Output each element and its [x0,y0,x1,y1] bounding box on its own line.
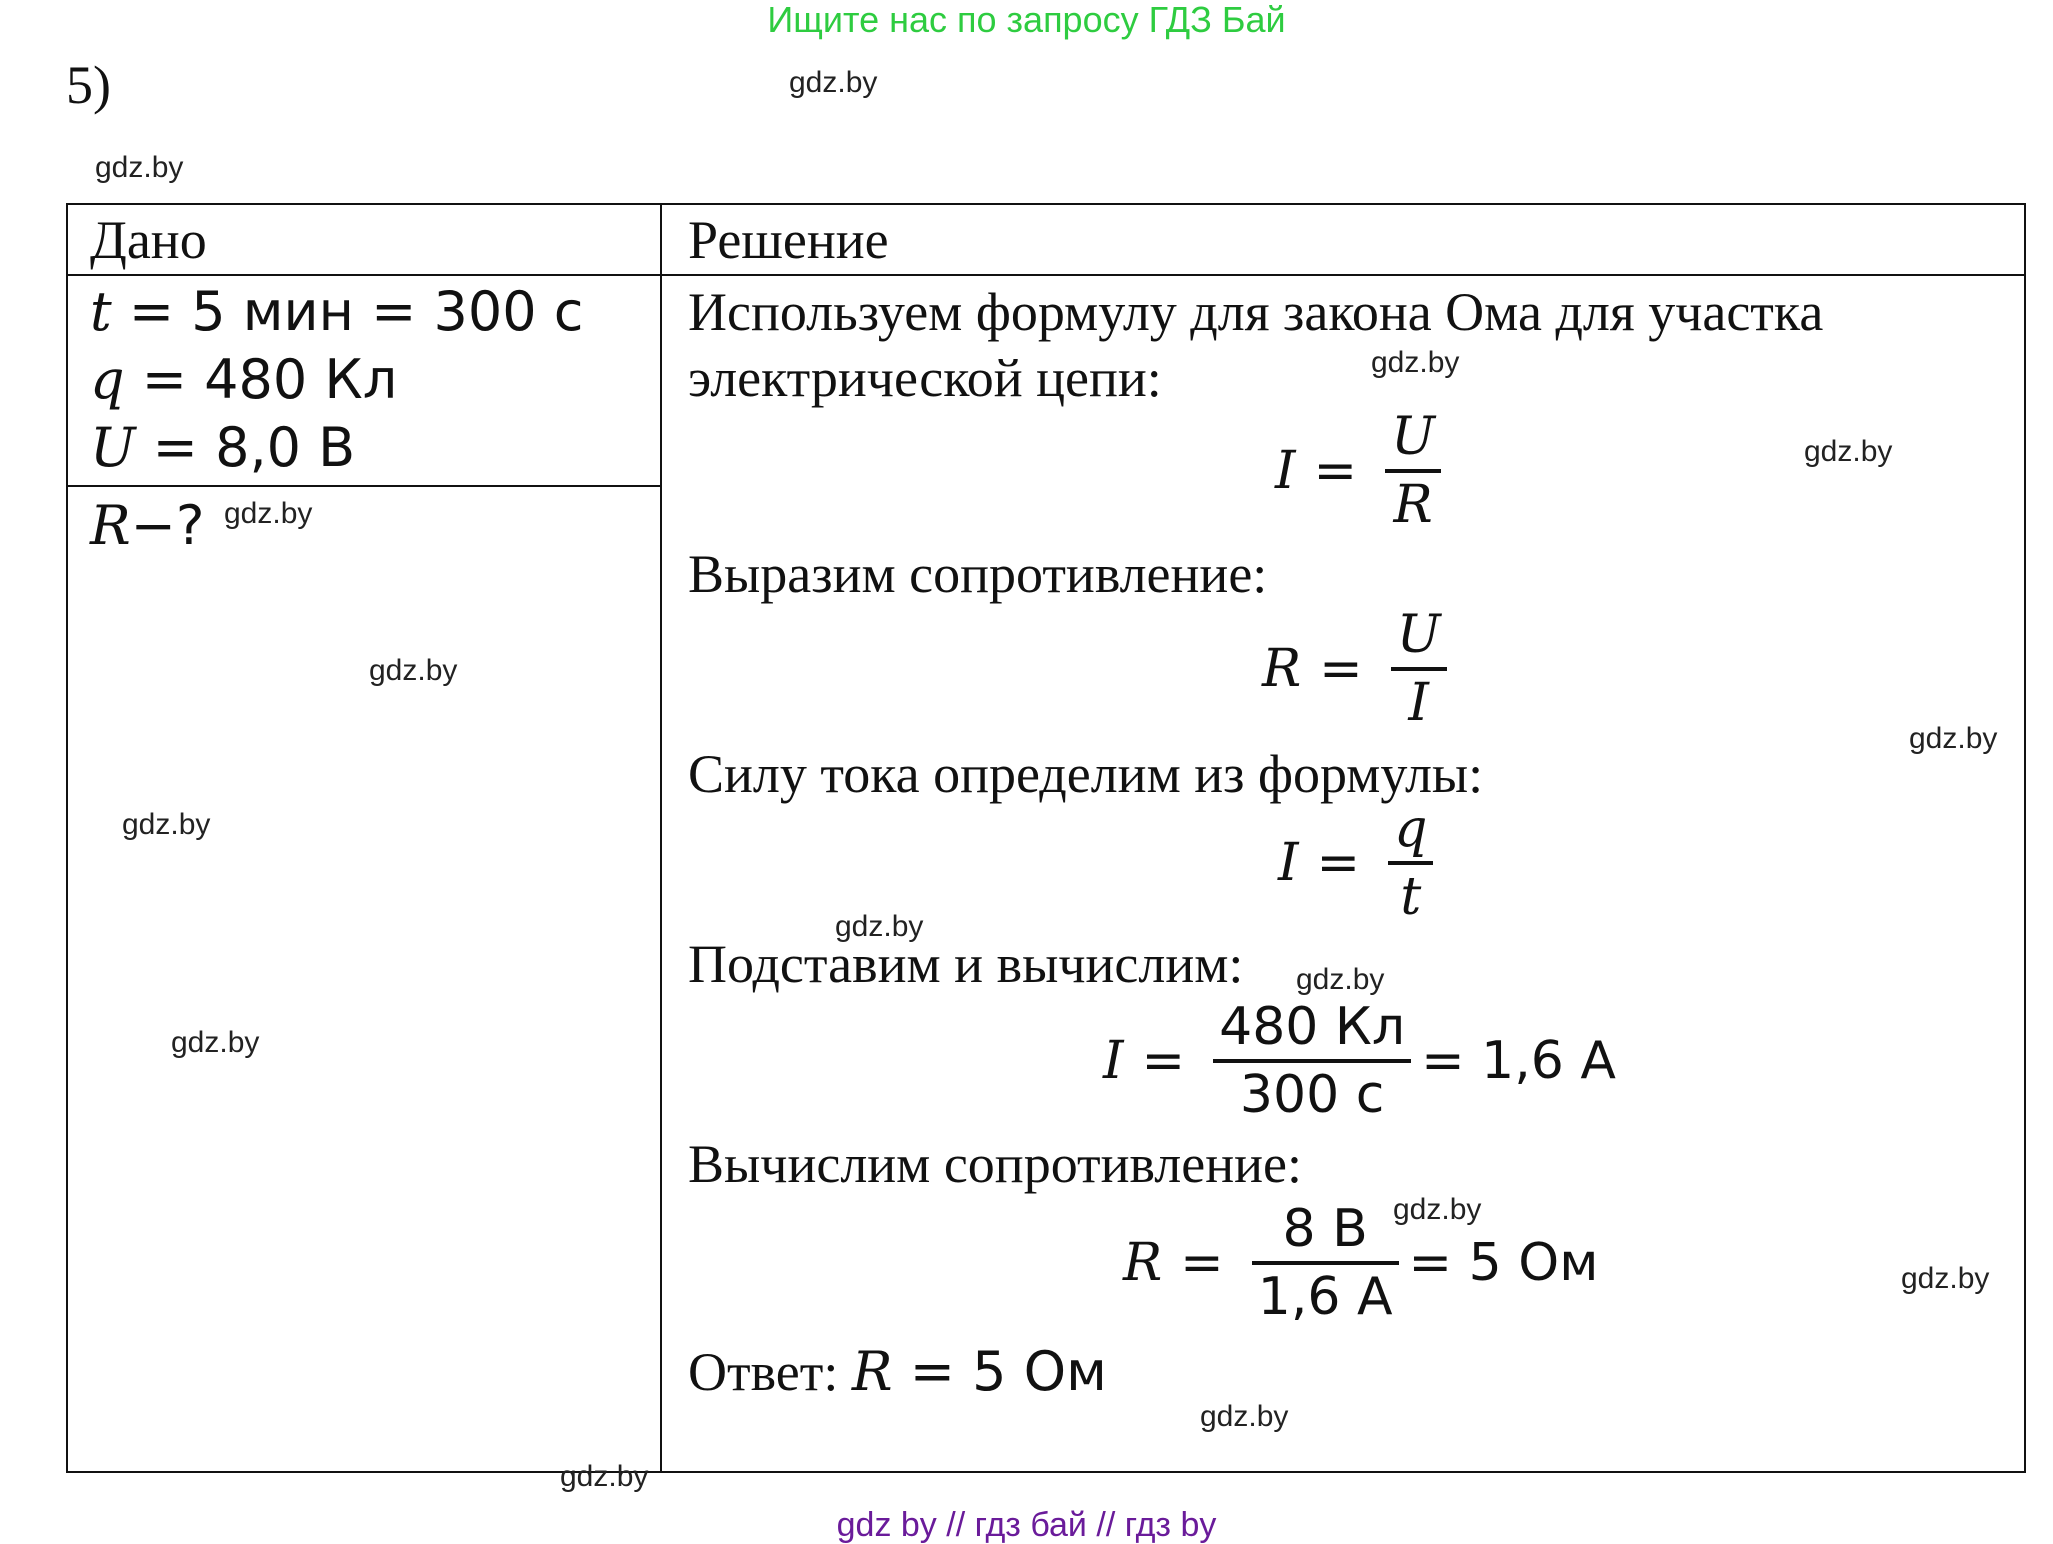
formula-eq: = [1313,441,1358,501]
numerator: 480 Кл [1219,997,1406,1057]
formula-var: R [1262,639,1302,699]
given-u [90,415,355,481]
answer-value: = 5 Ом [892,1340,1107,1403]
formula-current [1278,797,1443,929]
find-var: R [90,494,131,557]
solution-line-6: Вычислим сопротивление: [688,1134,1302,1194]
column-divider [660,205,662,1471]
formula-var: I [1103,1031,1124,1091]
denominator: 1,6 А [1257,1267,1393,1327]
watermark: gdz.by [95,151,184,184]
watermark: gdz.by [1393,1193,1482,1226]
watermark: gdz.by [1909,722,1998,755]
solution-line-5: Подставим и вычислим: [688,934,1244,994]
search-banner: Ищите нас по запросу ГДЗ Бай [767,0,1286,40]
watermark: gdz.by [369,654,458,687]
numerator-var: q [1394,799,1428,859]
given-value: = 5 мин = 300 с [111,280,584,343]
watermark: gdz.by [789,66,878,99]
watermark: gdz.by [560,1460,649,1493]
solution-line-1: Используем формулу для закона Ома для участка [688,282,1824,342]
formula-result: = 1,6 А [1421,1031,1616,1091]
given-q [90,347,397,413]
denominator [1387,473,1438,537]
denominator-var: t [1400,867,1422,927]
given-t [90,279,583,345]
numerator-var: U [1396,605,1441,665]
watermark: gdz.by [122,808,211,841]
fraction [1388,797,1433,929]
given-var: t [90,280,112,343]
denominator: 300 с [1239,1065,1385,1125]
task-number: 5) [66,55,111,115]
formula-eq: = [1319,639,1363,699]
denominator [1394,865,1427,929]
formula-lhs [1123,1233,1162,1293]
numerator [1391,603,1447,667]
formula-result: = 5 Ом [1408,1233,1599,1293]
fraction [1213,995,1411,1127]
header-divider [68,274,2024,276]
watermark: gdz.by [835,910,924,943]
numerator [1385,405,1441,469]
formula-lhs [1103,1031,1124,1091]
watermark: gdz.by [1371,346,1460,379]
numerator [1388,797,1433,861]
solution-table [66,203,2026,1473]
given-var: q [90,348,125,411]
formula-lhs [1275,441,1296,501]
denominator-var: R [1393,475,1433,535]
find-mark: −? [130,494,205,557]
answer-var: R [851,1340,893,1403]
solution-line-3: Выразим сопротивление: [688,544,1268,604]
formula-ohm-law [1275,405,1451,537]
formula-resistance [1262,603,1457,735]
formula-eq: = [1180,1233,1224,1293]
solution-line-2: электрической цепи: [688,348,1162,408]
formula-lhs [1278,833,1299,893]
formula-var: R [1123,1233,1163,1293]
footer-links: gdz by // гдз бай // гдз by [836,1506,1217,1544]
given-header: Дано [90,210,207,270]
watermark: gdz.by [1296,963,1385,996]
formula-eq: = [1141,1031,1186,1091]
fraction [1391,603,1447,735]
fraction [1252,1197,1399,1329]
fraction [1385,405,1441,537]
find-r [90,493,205,559]
formula-var: I [1275,441,1296,501]
formula-current-calc [1103,995,1616,1127]
formula-var: I [1278,833,1299,893]
given-divider [68,485,662,487]
solution-line-4: Силу тока определим из формулы: [688,744,1484,804]
watermark: gdz.by [1901,1262,1990,1295]
watermark: gdz.by [224,497,313,530]
answer-label: Ответ: [688,1342,852,1402]
given-value: = 480 Кл [124,348,398,411]
watermark: gdz.by [1200,1400,1289,1433]
denominator [1402,671,1435,735]
formula-resistance-calc [1123,1197,1598,1329]
formula-eq: = [1316,833,1361,893]
watermark: gdz.by [171,1026,260,1059]
given-value: = 8,0 В [135,416,356,479]
numerator-var: U [1391,407,1435,467]
answer-line [688,1339,1107,1405]
watermark: gdz.by [1804,435,1893,468]
denominator-var: I [1408,673,1429,733]
numerator: 8 В [1282,1199,1368,1259]
formula-lhs [1262,639,1301,699]
solution-header: Решение [688,210,889,270]
given-var: U [90,416,136,479]
